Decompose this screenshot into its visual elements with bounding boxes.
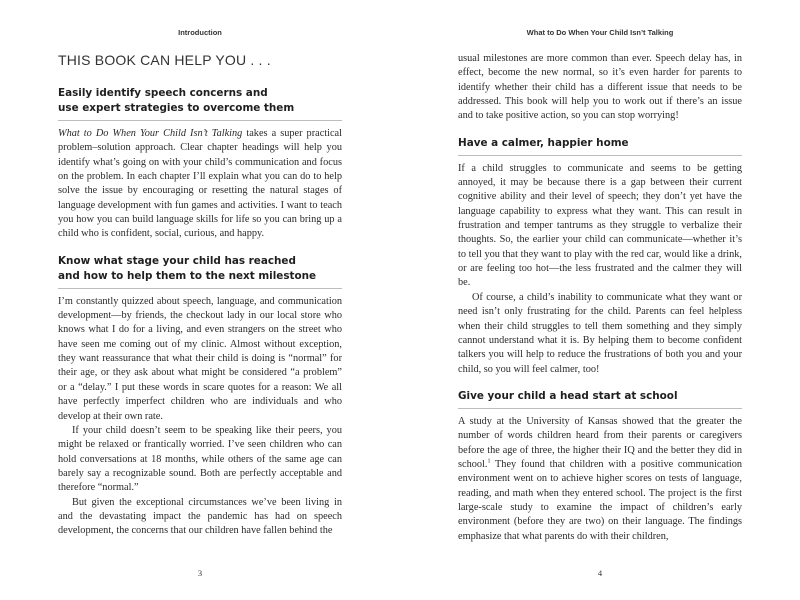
body-paragraph: If your child doesn’t seem to be speaking like their peers, you might be relaxed or frantically worried. I’ve seen children who can hold conversations at 18 months, while others of the same age can barely say a recognizable sound. Both are perfectly acceptable and therefore “normal.” xyxy=(58,424,342,494)
body-paragraph: But given the exceptional circumstances we’ve been living in and the devastating impact the pandemic has had on speech development, the concerns that our children have fallen behind the xyxy=(58,496,342,537)
body-paragraph: If a child struggles to communicate and seems to be getting annoyed, it may be because there is a gap between their current cognitive ability and their level of speech; they don’t yet have the language capability to express what they want. This can result in frustration and temper tantrums as they struggle to verbalize their thoughts. So, the earlier your child can communicate—whether it’s to tell you that they want to play with the red car, would like a drink, or are feeling too hot—the less frustrated and the calmer they will be. xyxy=(458,162,742,289)
body-paragraph: I’m constantly quizzed about speech, language, and communication development—by friends, the checkout lady in our local store who knows what I do for a living, and even strangers on the street who have seen me coming out of my clinic. Almost without exception, they want reassurance that what their child is doing is “normal” for their age, or they ask about what might be considered “a problem” or a “delay.” I put these words in scare quotes for a reason: We all have perfectly imperfect children who are individuals and who develop at their own rate. xyxy=(58,295,342,422)
subheading-line: Easily identify speech concerns and xyxy=(58,87,268,99)
subheading-head-start-school: Give your child a head start at school xyxy=(458,389,742,409)
subheading-identify-speech-concerns xyxy=(58,86,342,121)
right-page xyxy=(400,0,800,600)
subheading-line: Know what stage your child has reached xyxy=(58,254,296,267)
paragraph-text: They found that children with a positive communication environment went on to achieve higher scores on tests of language, reading, and math when they entered school. The project is the first large-scale study to examine the impact of children’s early environment (before they are two) on their language. The findings emphasize that what parents do with their children, xyxy=(458,458,742,542)
running-head: What to Do When Your Child Isn’t Talking xyxy=(526,28,674,37)
left-page-content xyxy=(58,52,342,539)
body-paragraph xyxy=(58,127,342,242)
paragraph-text: takes a super practical problem–solution approach. Clear chapter headings will help you identify what’s going on with your child’s communication and focus on the problem. In each chapter I’ll explain what you can do to help solve the issue by encouraging or resetting the natural stages of language development with fun games and activities. I want to teach you how you can build language skills for life so you can bring up a child who is confident, social, curious, and happy. xyxy=(58,128,342,240)
subheading-calmer-home: Have a calmer, happier home xyxy=(458,136,742,156)
subheading-line: use expert strategies to overcome them xyxy=(58,102,295,114)
footnote-reference[interactable]: 1 xyxy=(487,458,491,465)
body-paragraph: usual milestones are more common than ever. Speech delay has, in effect, become the new normal, so it’s even harder for parents to identify whether their child has a different issue that needs to be addressed. This book will help you to work out if there’s an issue and to take positive action, so you can stop worrying! xyxy=(458,53,742,122)
subheading-line: and how to help them to the next milestone xyxy=(58,269,317,282)
body-paragraph xyxy=(458,415,742,544)
book-title-italic: What to Do When Your Child Isn’t Talking xyxy=(58,128,243,139)
right-page-content xyxy=(458,52,742,544)
body-paragraph: Of course, a child’s inability to communicate what they want or need isn’t only frustrating for the child. Parents can feel helpless when their child struggles to tell them something and they simply cannot understand what it is. By helping them to become confident talkers you will help to reduce the frustrations of both you and your child, so you will feel calmer, too! xyxy=(458,291,742,375)
paragraph-text: A study at the University of Kansas showed that the greater the number of words children heard from their parents or caregivers before the age of three, the higher their IQ and the better they did in school. xyxy=(458,415,742,470)
subheading-know-stage xyxy=(58,254,342,289)
running-head: Introduction xyxy=(178,28,222,37)
section-title: THIS BOOK CAN HELP YOU . . . xyxy=(58,52,271,68)
page-number: 3 xyxy=(197,568,203,578)
page-number: 4 xyxy=(597,568,603,578)
